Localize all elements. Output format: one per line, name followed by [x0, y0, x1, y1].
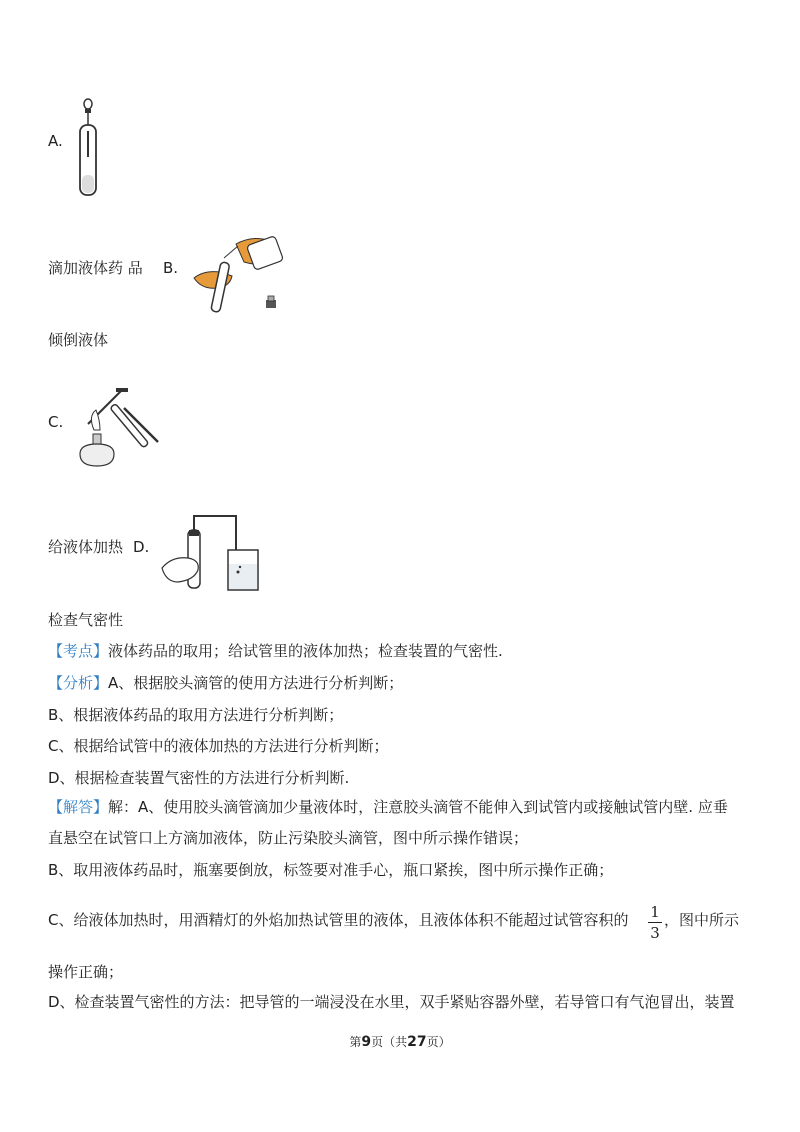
footer-middle: 页（共 [371, 1035, 408, 1049]
fraction-bar [648, 922, 662, 923]
pouring-liquid-figure [186, 226, 286, 318]
kaodian-text: 液体药品的取用；给试管里的液体加热；检查装置的气密性. [108, 642, 503, 660]
heating-tube-figure [66, 384, 162, 474]
fenxi-tag: 【分析】 [48, 674, 109, 692]
fraction-denominator: 3 [650, 924, 660, 942]
dropper-tube-figure [74, 97, 102, 197]
footer-page-number: 9 [361, 1034, 372, 1050]
fenxi-c: C、根据给试管中的液体加热的方法进行分析判断； [48, 737, 389, 755]
jieda-b: B、取用液体药品时，瓶塞要倒放，标签要对准手心，瓶口紧挨，图中所示操作正确； [48, 861, 614, 879]
jieda-a-1: 解：A、使用胶头滴管滴加少量液体时，注意胶头滴管不能伸入到试管内或接触试管内壁. 应垂 [108, 798, 728, 816]
airtightness-check-figure [158, 510, 262, 596]
footer-prefix: 第 [349, 1035, 362, 1049]
fenxi-a: A、根据胶头滴管的使用方法进行分析判断； [108, 674, 404, 692]
jieda-c-2: 操作正确； [48, 963, 124, 981]
option-a-caption: 滴加液体药 品 [48, 259, 143, 277]
kaodian-line [48, 641, 503, 661]
option-c-label: C. [48, 413, 64, 431]
footer-suffix: 页） [426, 1035, 451, 1049]
jieda-d-1: D、检查装置气密性的方法：把导管的一端浸没在水里，双手紧贴容器外壁，若导管口有气泡冒出，装置 [48, 993, 735, 1011]
jieda-tag: 【解答】 [48, 798, 109, 816]
fraction-numerator: 1 [650, 903, 660, 921]
page-footer [0, 1033, 800, 1050]
jieda-a-2: 直悬空在试管口上方滴加液体，防止污染胶头滴管，图中所示操作错误； [48, 829, 529, 847]
fenxi-b: B、根据液体药品的取用方法进行分析判断； [48, 706, 344, 724]
jieda-c-1: C、给液体加热时，用酒精灯的外焰加热试管里的液体，且液体体积不能超过试管容积的 [48, 911, 629, 929]
footer-total-pages: 27 [407, 1034, 427, 1050]
jieda-line-1 [48, 797, 728, 817]
fenxi-d: D、根据检查装置气密性的方法进行分析判断. [48, 769, 350, 787]
option-b-caption: 倾倒液体 [48, 331, 109, 349]
jieda-c-after: ，图中所示 [664, 911, 740, 929]
option-a-label: A. [48, 132, 63, 150]
option-d-caption: 检查气密性 [48, 611, 124, 629]
kaodian-tag: 【考点】 [48, 642, 109, 660]
option-c-caption: 给液体加热 [48, 538, 124, 556]
option-d-label: D. [133, 538, 150, 556]
option-b-label: B. [163, 259, 179, 277]
fenxi-line [48, 673, 403, 693]
